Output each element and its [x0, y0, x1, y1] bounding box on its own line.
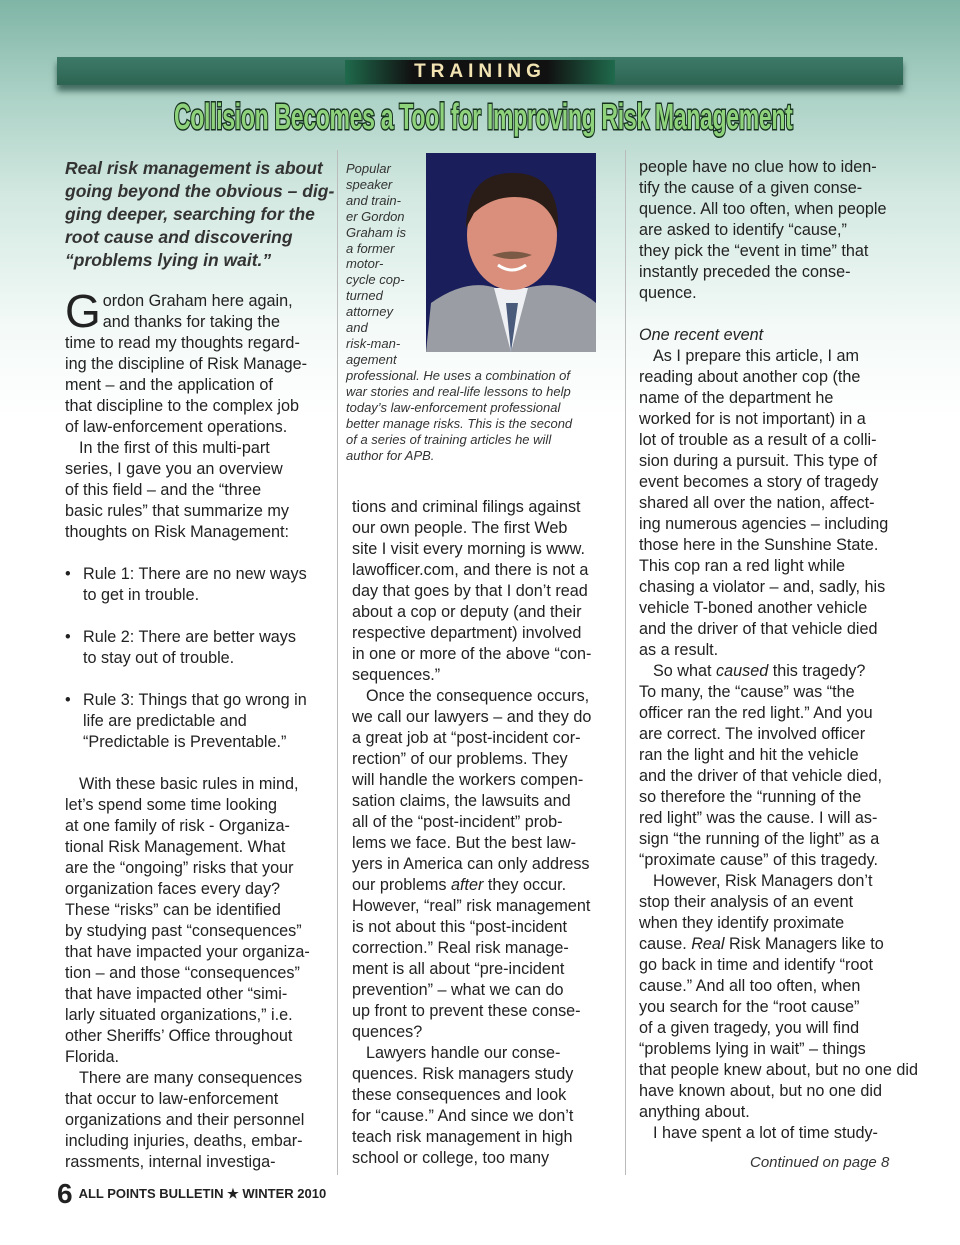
text-line: cycle cop-	[346, 272, 405, 288]
page-number: 6	[57, 1178, 73, 1209]
text-line	[65, 858, 330, 879]
text-line	[65, 354, 330, 375]
text-segment: teach risk management in high	[352, 1128, 573, 1146]
text-segment: including injuries, deaths, embar-	[65, 1132, 303, 1150]
photo-caption-narrow	[346, 161, 426, 368]
text-line	[639, 829, 909, 850]
text-line	[639, 598, 909, 619]
text-segment: rection” of our problems. They	[352, 750, 568, 768]
text-line	[352, 497, 617, 518]
text-segment: all of the “post-incident” prob-	[352, 813, 563, 831]
text-line: going beyond the obvious – dig-	[65, 181, 335, 201]
text-line	[639, 703, 909, 724]
text-segment: However, Risk Managers don’t	[653, 872, 873, 890]
text-segment: lawofficer.com, and there is not a	[352, 561, 589, 579]
text-line	[639, 934, 909, 955]
text-segment: site I visit every morning is www.	[352, 540, 585, 558]
text-segment: correction.” Real risk manage-	[352, 939, 569, 957]
text-segment: so therefore the “running of the	[639, 788, 862, 806]
bullet-line	[65, 627, 330, 648]
text-line	[65, 942, 330, 963]
text-segment: sion during a pursuit. This type of	[639, 452, 878, 470]
text-segment: There are many consequences	[79, 1069, 303, 1087]
text-segment: instantly preceded the conse-	[639, 263, 851, 281]
text-line	[352, 812, 617, 833]
text-line: speaker	[346, 176, 393, 192]
text-line	[65, 1131, 330, 1152]
text-segment: our problems	[352, 876, 451, 894]
text-line	[65, 837, 330, 858]
text-line	[352, 938, 617, 959]
text-line: and train-	[346, 192, 401, 208]
text-segment: people have no clue how to iden-	[639, 158, 877, 176]
text-segment: ing the discipline of Risk Manage-	[65, 355, 308, 373]
text-line	[639, 367, 909, 388]
text-segment: Rule 1: There are no new ways	[83, 565, 307, 583]
text-line	[352, 896, 617, 917]
text-line	[65, 1026, 330, 1047]
text-line	[352, 1043, 617, 1064]
text-line	[65, 1089, 330, 1110]
text-line	[352, 1106, 617, 1127]
text-segment: and the driver of that vehicle died,	[639, 767, 882, 785]
text-line	[65, 879, 330, 900]
text-segment: as a result.	[639, 641, 719, 659]
text-segment: tional Risk Management. What	[65, 838, 286, 856]
text-segment: anything about.	[639, 1103, 750, 1121]
text-segment: of a given tragedy, you will find	[639, 1019, 860, 1037]
column-1	[65, 285, 330, 1173]
blank-line	[65, 543, 330, 564]
text-line: better manage risks. This is the second	[346, 415, 573, 431]
text-line	[639, 262, 909, 283]
text-line: attorney	[346, 304, 393, 320]
text-segment: ing numerous agencies – including	[639, 515, 889, 533]
text-segment: stop their analysis of an event	[639, 893, 854, 911]
text-segment: ment is all about “pre-incident	[352, 960, 565, 978]
text-segment: Rule 3: Things that go wrong in	[83, 691, 307, 709]
text-segment: series, I gave you an overview	[65, 460, 283, 478]
text-line	[65, 1152, 330, 1173]
blank-line	[65, 753, 330, 774]
text-line	[639, 535, 909, 556]
text-line	[639, 661, 909, 682]
text-line: and	[346, 320, 368, 336]
text-segment: are correct. The involved officer	[639, 725, 866, 743]
text-line	[352, 770, 617, 791]
text-segment: In the first of this multi-part	[79, 439, 270, 457]
text-line	[639, 1123, 909, 1144]
text-line	[65, 312, 330, 333]
text-segment: ordon Graham here again,	[102, 292, 293, 310]
text-segment: quences?	[352, 1023, 423, 1041]
blank-line	[639, 304, 909, 325]
text-segment: that have impacted other “simi-	[65, 985, 288, 1003]
bullet-icon: •	[65, 691, 71, 709]
text-segment: is not about this “post-incident	[352, 918, 568, 936]
article-title-text: Collision Becomes a Tool for Improving Risk Management	[173, 96, 793, 137]
text-segment: tion – and those “consequences”	[65, 964, 300, 982]
text-segment: by studying past “consequences”	[65, 922, 302, 940]
text-line	[639, 766, 909, 787]
text-segment: will handle the workers compen-	[352, 771, 584, 789]
text-line	[639, 640, 909, 661]
text-segment: red light” was the cause. I will as-	[639, 809, 878, 827]
text-segment: cause.” And all too often, when	[639, 977, 861, 995]
text-segment: respective department) involved	[352, 624, 582, 642]
text-segment: you search for the “root cause”	[639, 998, 860, 1016]
text-line	[65, 1047, 330, 1068]
text-line	[65, 900, 330, 921]
text-line	[352, 623, 617, 644]
text-line	[352, 1085, 617, 1106]
column-divider	[337, 150, 338, 1175]
text-segment: tify the cause of a given conse-	[639, 179, 863, 197]
text-line	[639, 745, 909, 766]
text-segment: day that goes by that I don’t read	[352, 582, 588, 600]
text-segment: sation claims, the lawsuits and	[352, 792, 571, 810]
text-segment: However, “real” risk management	[352, 897, 591, 915]
text-line	[352, 917, 617, 938]
text-segment: Once the consequence occurs,	[366, 687, 590, 705]
text-segment: ment – and the application of	[65, 376, 273, 394]
text-line	[639, 514, 909, 535]
text-line: Popular	[346, 161, 391, 176]
text-segment: they pick the “event in time” that	[639, 242, 869, 260]
text-segment: Lawyers handle our conse-	[366, 1044, 561, 1062]
text-segment: I have spent a lot of time study-	[653, 1124, 878, 1142]
text-line	[65, 795, 330, 816]
text-segment: larly situated organizations,” i.e.	[65, 1006, 293, 1024]
text-segment: name of the department he	[639, 389, 834, 407]
text-segment: after	[450, 876, 484, 894]
text-line: motor-	[346, 256, 384, 272]
text-segment: prevention” – what we can do	[352, 981, 564, 999]
text-segment: lems we face. But the best law-	[352, 834, 577, 852]
text-line	[639, 388, 909, 409]
text-line	[352, 1064, 617, 1085]
text-line	[639, 1102, 909, 1123]
text-line	[639, 283, 909, 304]
text-line	[639, 157, 909, 178]
text-line	[639, 556, 909, 577]
text-line	[639, 682, 909, 703]
text-line	[639, 199, 909, 220]
text-segment: These “risks” can be identified	[65, 901, 281, 919]
text-segment: shared all over the nation, affect-	[639, 494, 875, 512]
text-line: professional. He uses a combination of	[346, 368, 571, 383]
page-footer	[57, 1178, 326, 1210]
text-line	[352, 1127, 617, 1148]
text-line	[639, 724, 909, 745]
text-segment: Rule 2: There are better ways	[83, 628, 296, 646]
text-segment: organization faces every day?	[65, 880, 281, 898]
text-line	[352, 1148, 617, 1169]
section-label: TRAINING	[345, 60, 615, 84]
text-line	[65, 396, 330, 417]
text-line	[639, 472, 909, 493]
text-line	[352, 791, 617, 812]
text-line: er Gordon	[346, 208, 405, 224]
text-segment: and the driver of that vehicle died	[639, 620, 878, 638]
text-line	[639, 850, 909, 871]
text-segment: we call our lawyers – and they do	[352, 708, 592, 726]
text-line: Graham is	[346, 224, 406, 240]
bullet-line	[65, 564, 330, 585]
text-segment: and thanks for taking the	[102, 313, 281, 331]
text-line	[639, 955, 909, 976]
text-line	[639, 787, 909, 808]
text-line	[352, 749, 617, 770]
bullet-line	[65, 585, 330, 606]
text-segment: quence.	[639, 284, 697, 302]
text-segment: “Predictable is Preventable.”	[83, 733, 287, 751]
text-line	[639, 892, 909, 913]
intro-deck	[65, 157, 334, 272]
text-segment: these consequences and look	[352, 1086, 567, 1104]
text-segment: in one or more of the above “con-	[352, 645, 592, 663]
text-segment: rassments, internal investiga-	[65, 1153, 276, 1171]
text-segment: they occur.	[483, 876, 567, 894]
text-line: “problems lying in wait.”	[65, 250, 272, 270]
text-line: risk-man-	[346, 335, 401, 351]
bullet-line	[65, 690, 330, 711]
column-3	[639, 157, 919, 1144]
text-segment: about a cop or deputy (and their	[352, 603, 582, 621]
text-line	[65, 921, 330, 942]
text-segment: yers in America can only address	[352, 855, 590, 873]
text-line	[639, 1039, 909, 1060]
text-line	[352, 959, 617, 980]
bullet-icon: •	[65, 565, 71, 583]
drop-cap: G	[65, 285, 101, 337]
text-segment: As I prepare this article, I am	[653, 347, 860, 365]
text-line	[639, 1081, 909, 1102]
text-segment: school or college, too many	[352, 1149, 550, 1167]
text-line	[65, 480, 330, 501]
text-segment: thoughts on Risk Management:	[65, 523, 290, 541]
text-line: author for APB.	[346, 447, 435, 463]
text-line	[639, 493, 909, 514]
bullet-line	[65, 648, 330, 669]
text-segment: So what	[653, 662, 716, 680]
text-segment: have known about, but no one did	[639, 1082, 883, 1100]
text-segment: With these basic rules in mind,	[79, 775, 299, 793]
text-segment: worked for is not important) in a	[639, 410, 866, 428]
text-segment: quence. All too often, when people	[639, 200, 887, 218]
bullet-line	[65, 732, 330, 753]
text-segment: are asked to identify “cause,”	[639, 221, 847, 239]
text-line	[639, 1018, 909, 1039]
text-segment: Florida.	[65, 1048, 119, 1066]
text-segment: this tragedy?	[768, 662, 866, 680]
text-line	[65, 816, 330, 837]
text-line	[352, 728, 617, 749]
text-segment: ran the light and hit the vehicle	[639, 746, 859, 764]
text-line: a former	[346, 240, 395, 256]
text-segment: for “cause.” And since we don’t	[352, 1107, 574, 1125]
text-line	[65, 417, 330, 438]
text-segment: reading about another cop (the	[639, 368, 861, 386]
publication-info: ALL POINTS BULLETIN ★ WINTER 2010	[78, 1186, 327, 1201]
text-line	[65, 963, 330, 984]
text-line	[65, 438, 330, 459]
text-line	[639, 808, 909, 829]
text-line	[639, 430, 909, 451]
text-segment: up front to prevent these conse-	[352, 1002, 581, 1020]
author-photo	[426, 153, 596, 352]
text-line	[65, 1068, 330, 1089]
blank-line	[65, 606, 330, 627]
text-segment: cause.	[639, 935, 692, 953]
blank-line	[65, 669, 330, 690]
text-line	[65, 522, 330, 543]
text-line	[65, 459, 330, 480]
text-line	[65, 501, 330, 522]
text-line	[639, 871, 909, 892]
text-segment: that people knew about, but no one did	[639, 1061, 919, 1079]
text-segment: other Sheriffs’ Office throughout	[65, 1027, 293, 1045]
text-line	[639, 976, 909, 997]
text-segment: tions and criminal filings against	[352, 498, 581, 516]
text-line	[65, 1005, 330, 1026]
text-segment: To many, the “cause” was “the	[639, 683, 855, 701]
text-line	[352, 707, 617, 728]
text-segment: vehicle T-boned another vehicle	[639, 599, 868, 617]
text-line: war stories and real-life lessons to help	[346, 383, 571, 399]
text-segment: “proximate cause” of this tragedy.	[639, 851, 879, 869]
text-line	[65, 1110, 330, 1131]
text-line	[352, 1022, 617, 1043]
text-line	[352, 665, 617, 686]
text-line: agement	[346, 351, 397, 367]
text-segment: time to read my thoughts regard-	[65, 334, 300, 352]
text-segment: those here in the Sunshine State.	[639, 536, 879, 554]
text-segment: go back in time and identify “root	[639, 956, 873, 974]
text-line	[639, 220, 909, 241]
text-segment: lot of trouble as a result of a colli-	[639, 431, 877, 449]
column-2	[352, 497, 617, 1169]
text-segment: organizations and their personnel	[65, 1111, 305, 1129]
text-line	[352, 560, 617, 581]
text-line	[352, 686, 617, 707]
text-line	[352, 875, 617, 896]
text-segment: sequences.”	[352, 666, 441, 684]
text-segment: a great job at “post-incident cor-	[352, 729, 581, 747]
article-title	[0, 96, 960, 138]
text-segment: event becomes a story of tragedy	[639, 473, 879, 491]
text-line	[352, 833, 617, 854]
bullet-icon: •	[65, 628, 71, 646]
text-segment: when they identify proximate	[639, 914, 845, 932]
text-segment: chasing a violator – and, sadly, his	[639, 578, 886, 596]
text-line	[639, 241, 909, 262]
text-line	[352, 539, 617, 560]
text-segment: that discipline to the complex job	[65, 397, 299, 415]
text-line	[65, 333, 330, 354]
text-segment: One recent event	[639, 326, 764, 344]
text-line	[639, 325, 909, 346]
text-line	[65, 375, 330, 396]
text-line	[639, 409, 909, 430]
text-line	[639, 178, 909, 199]
text-line	[65, 291, 330, 312]
text-segment: “problems lying in wait” – things	[639, 1040, 866, 1058]
text-segment: that have impacted your organiza-	[65, 943, 310, 961]
text-line: root cause and discovering	[65, 227, 293, 247]
text-line	[352, 581, 617, 602]
text-line	[639, 913, 909, 934]
text-segment: let’s spend some time looking	[65, 796, 278, 814]
text-line	[352, 644, 617, 665]
text-segment: our own people. The first Web	[352, 519, 568, 537]
text-line	[65, 774, 330, 795]
text-segment: Real	[691, 935, 725, 953]
text-segment: life are predictable and	[83, 712, 247, 730]
text-segment: are the “ongoing” risks that your	[65, 859, 294, 877]
text-segment: to stay out of trouble.	[83, 649, 235, 667]
text-line	[639, 619, 909, 640]
text-line	[639, 997, 909, 1018]
text-segment: of this field – and the “three	[65, 481, 262, 499]
photo-caption-wide	[346, 368, 606, 463]
text-segment: basic rules” that summarize my	[65, 502, 289, 520]
text-line	[639, 451, 909, 472]
column-divider	[625, 150, 626, 1175]
text-segment: that occur to law-enforcement	[65, 1090, 279, 1108]
text-line	[639, 1060, 919, 1081]
text-line	[639, 346, 909, 367]
text-line: turned	[346, 288, 383, 304]
text-line	[352, 602, 617, 623]
text-line: Real risk management is about	[65, 158, 323, 178]
text-line	[352, 518, 617, 539]
continued-note[interactable]: Continued on page 8	[750, 1154, 890, 1171]
text-segment: of law-enforcement operations.	[65, 418, 288, 436]
text-segment: to get in trouble.	[83, 586, 200, 604]
text-segment: This cop ran a red light while	[639, 557, 846, 575]
text-segment: caused	[716, 662, 769, 680]
text-line	[352, 980, 617, 1001]
bullet-line	[65, 711, 330, 732]
text-segment: at one family of risk - Organiza-	[65, 817, 290, 835]
text-line: of a series of training articles he will	[346, 431, 552, 447]
text-line: today’s law-enforcement professional	[346, 399, 561, 415]
text-line	[352, 854, 617, 875]
text-segment: Risk Managers like to	[724, 935, 884, 953]
text-segment: officer ran the red light.” And you	[639, 704, 873, 722]
text-segment: quences. Risk managers study	[352, 1065, 574, 1083]
text-line	[639, 577, 909, 598]
text-line: ging deeper, searching for the	[65, 204, 315, 224]
text-line	[352, 1001, 617, 1022]
text-segment: sign “the running of the light” as a	[639, 830, 880, 848]
text-line	[65, 984, 330, 1005]
